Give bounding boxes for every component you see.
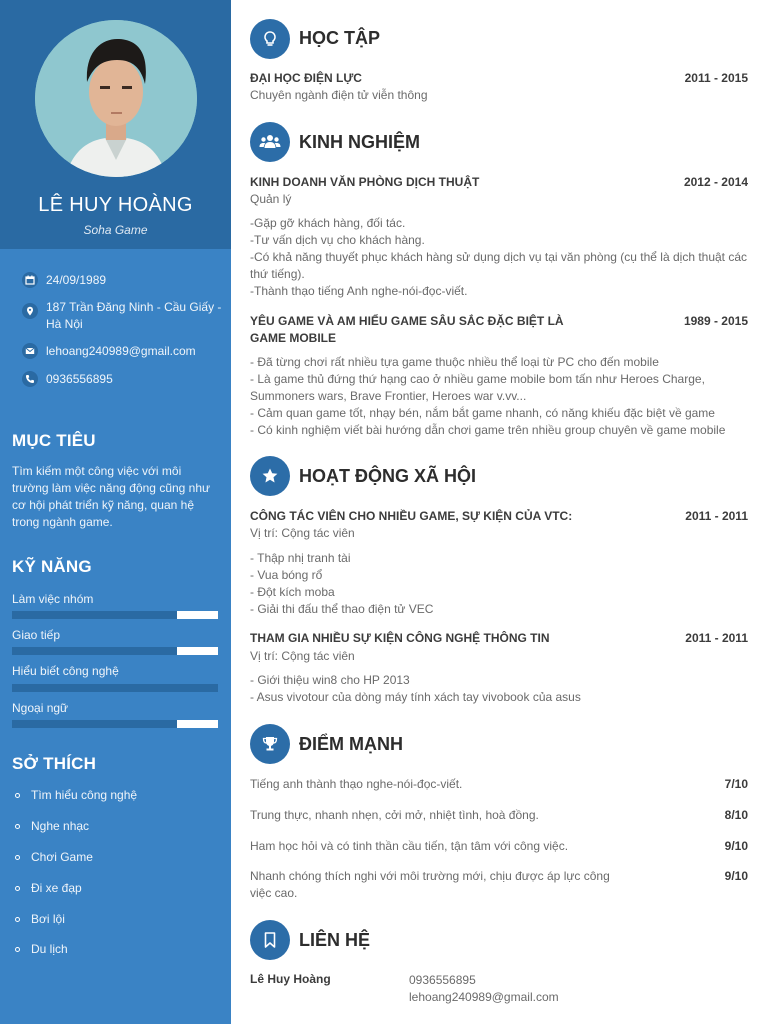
bullet-icon xyxy=(15,793,20,798)
hobby-label: Du lịch xyxy=(31,942,68,956)
detail-line: - Đã từng chơi rất nhiều tựa game thuộc nhiều thể loại từ PC cho đến mobile xyxy=(250,355,659,369)
experience-details xyxy=(250,354,750,439)
education-heading: HỌC TẬP xyxy=(299,28,380,48)
experience-title: YÊU GAME VÀ AM HIỂU GAME SÂU SẮC ĐẶC BIỆT LÀ GAME MOBILE xyxy=(250,314,564,345)
phone-icon xyxy=(22,371,38,387)
detail-line: -Thành thạo tiếng Anh nghe-nói-đọc-viết. xyxy=(250,284,468,298)
skill-label: Làm việc nhóm xyxy=(12,592,94,606)
education-dates: 2011 - 2015 xyxy=(684,71,748,85)
strength-text: Nhanh chóng thích nghi với môi trường mới, chịu được áp lực công việc cao. xyxy=(250,869,610,900)
reference-heading: LIÊN HỆ xyxy=(299,930,371,950)
activities-heading: HOẠT ĐỘNG XÃ HỘI xyxy=(299,466,477,486)
detail-line: - Giải thi đấu thể thao điện tử VEC xyxy=(250,602,434,616)
sidebar xyxy=(0,0,231,1024)
lightbulb-icon xyxy=(250,19,290,59)
bookmark-icon xyxy=(250,920,290,960)
detail-line: - Vua bóng rổ xyxy=(250,568,323,582)
experience-dates: 2012 - 2014 xyxy=(683,175,748,189)
activity-details xyxy=(250,672,750,706)
star-icon xyxy=(250,456,290,496)
skill-bar xyxy=(12,720,218,728)
phone-text: 0936556895 xyxy=(46,372,113,386)
activity-details xyxy=(250,550,750,618)
reference-phone[interactable]: 0936556895 xyxy=(409,973,476,987)
activity-title: CÔNG TÁC VIÊN CHO NHIỀU GAME, SỰ KIỆN CỦA VTC: xyxy=(250,509,573,523)
experience-title: KINH DOANH VĂN PHÒNG DỊCH THUẬT xyxy=(250,175,480,189)
experience-dates: 1989 - 2015 xyxy=(683,314,748,328)
email-icon xyxy=(22,343,38,359)
skill-label: Giao tiếp xyxy=(12,628,61,642)
strengths-heading: ĐIỂM MẠNH xyxy=(299,734,403,754)
trophy-icon xyxy=(250,724,290,764)
objective-text: Tìm kiếm một công việc với môi trường làm việc năng động cũng như cơ hội phát triển kỹ năng, quan hệ trong ngành game. xyxy=(12,464,211,529)
calendar-icon xyxy=(22,272,38,288)
detail-line: -Tư vấn dịch vụ cho khách hàng. xyxy=(250,233,425,247)
bullet-icon xyxy=(15,886,20,891)
bullet-icon xyxy=(15,855,20,860)
activity-role: Vị trí: Cộng tác viên xyxy=(250,526,355,540)
bullet-icon xyxy=(15,824,20,829)
strength-score: 9/10 xyxy=(724,869,748,883)
profile-header xyxy=(0,0,231,249)
skill-label: Hiểu biết công nghệ xyxy=(12,664,119,678)
detail-line: -Gặp gỡ khách hàng, đối tác. xyxy=(250,216,406,230)
activity-role: Vị trí: Cộng tác viên xyxy=(250,649,355,663)
detail-line: - Giới thiệu win8 cho HP 2013 xyxy=(250,673,410,687)
skill-bar-fill xyxy=(12,684,218,692)
detail-line: - Đột kích moba xyxy=(250,585,335,599)
email-text: lehoang240989@gmail.com xyxy=(46,344,196,358)
detail-line: - Thập nhị tranh tài xyxy=(250,551,351,565)
hobby-label: Tìm hiểu công nghệ xyxy=(31,788,138,802)
activity-dates: 2011 - 2011 xyxy=(685,631,748,645)
bullet-icon xyxy=(15,917,20,922)
birthday-text: 24/09/1989 xyxy=(46,273,107,287)
skill-bar xyxy=(12,684,218,692)
hobby-label: Nghe nhạc xyxy=(31,819,90,833)
education-school: ĐẠI HỌC ĐIỆN LỰC xyxy=(250,71,362,85)
profile-name: LÊ HUY HOÀNG xyxy=(38,194,193,216)
hobby-label: Bơi lội xyxy=(31,912,65,926)
education-major: Chuyên ngành điện tử viễn thông xyxy=(250,88,428,102)
hobby-label: Chơi Game xyxy=(31,850,93,864)
experience-details xyxy=(250,215,750,300)
skill-bar xyxy=(12,647,218,655)
activity-title: THAM GIA NHIỀU SỰ KIỆN CÔNG NGHỆ THÔNG TIN xyxy=(250,631,550,645)
bullet-icon xyxy=(15,947,20,952)
hobby-label: Đi xe đạp xyxy=(31,881,82,895)
detail-line: - Cảm quan game tốt, nhạy bén, nắm bắt game nhanh, có năng khiếu đặc biệt về game xyxy=(250,406,715,420)
skill-label: Ngoại ngữ xyxy=(12,701,69,715)
skill-bar-fill xyxy=(12,611,177,619)
detail-line: - Là game thủ đứng thứ hạng cao ở nhiều game mobile bom tấn như Heroes Charge, Summoners wars, Brave Frontier, Heroes war v.vv... xyxy=(250,372,705,403)
experience-heading: KINH NGHIỆM xyxy=(299,132,420,152)
strength-score: 9/10 xyxy=(724,839,748,853)
strength-score: 7/10 xyxy=(724,777,748,791)
skill-bar xyxy=(12,611,218,619)
skill-bar-fill xyxy=(12,647,177,655)
avatar xyxy=(35,20,197,177)
detail-line: - Asus vivotour của dòng máy tính xách tay vivobook của asus xyxy=(250,690,581,704)
hobbies-heading: SỞ THÍCH xyxy=(12,754,97,773)
location-pin-icon xyxy=(22,303,38,319)
profile-company: Soha Game xyxy=(83,223,148,237)
strength-text: Ham học hỏi và có tinh thần cầu tiến, tận tâm với công việc. xyxy=(250,839,569,853)
address-text: 187 Trần Đăng Ninh - Cầu Giấy - Hà Nội xyxy=(46,300,222,331)
skills-heading: KỸ NĂNG xyxy=(12,557,92,576)
reference-name: Lê Huy Hoàng xyxy=(250,972,331,986)
strength-text: Trung thực, nhanh nhẹn, cởi mở, nhiệt tình, hoà đồng. xyxy=(250,808,539,822)
objective-heading: MỤC TIÊU xyxy=(12,431,96,450)
strength-score: 8/10 xyxy=(724,808,748,822)
skill-bar-fill xyxy=(12,720,177,728)
experience-role: Quản lý xyxy=(250,192,292,206)
detail-line: - Có kinh nghiệm viết bài hướng dẫn chơi game trên nhiều group chuyên về game mobile xyxy=(250,423,726,437)
strength-text: Tiếng anh thành thạo nghe-nói-đọc-viết. xyxy=(250,777,463,791)
activity-dates: 2011 - 2011 xyxy=(685,509,748,523)
detail-line: -Có khả năng thuyết phục khách hàng sử dụng dịch vụ tại văn phòng (cụ thể là dịch thuật các thứ tiếng). xyxy=(250,250,748,281)
reference-info xyxy=(409,972,559,1006)
reference-email[interactable]: lehoang240989@gmail.com xyxy=(409,990,559,1004)
group-icon xyxy=(250,122,290,162)
